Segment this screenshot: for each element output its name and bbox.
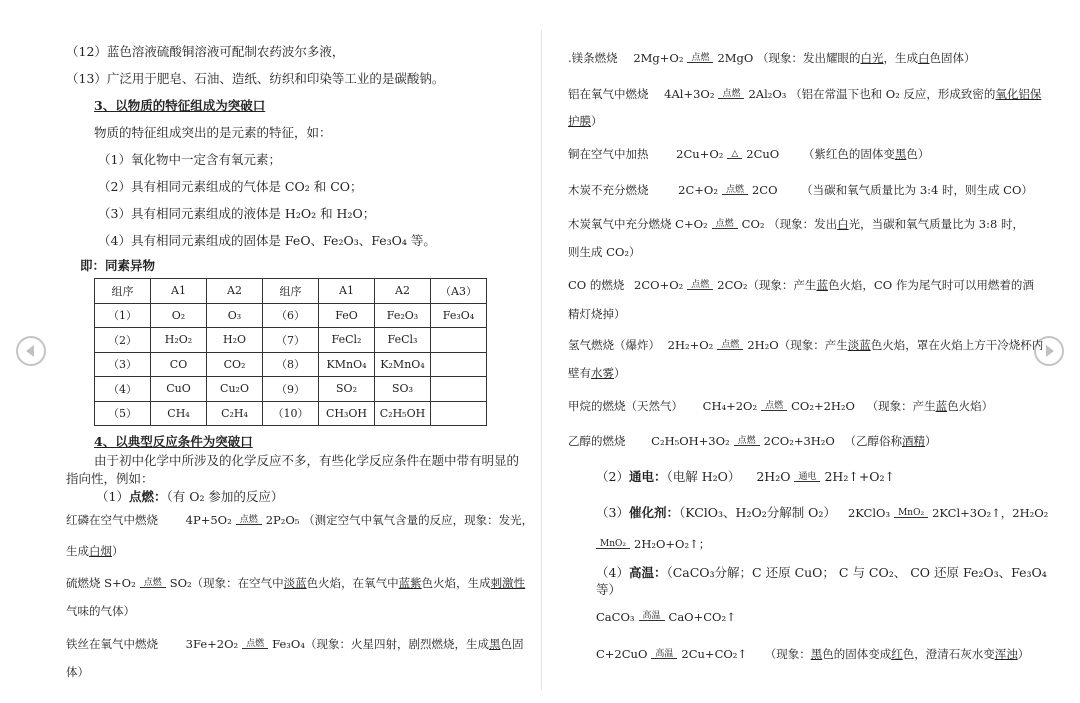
equation-line	[568, 50, 976, 66]
equation-line	[596, 536, 710, 552]
equation-condition: 点燃	[734, 437, 760, 446]
equation-lhs: 3Fe+2O₂	[185, 637, 239, 651]
equation-rhs: CO₂+2H₂O	[791, 399, 855, 413]
equation-condition: 点燃	[687, 281, 713, 290]
table-cell: FeO	[319, 303, 375, 328]
equation-rhs: 2CO	[751, 183, 778, 197]
text-span: （现象：产生	[747, 278, 817, 292]
table-cell: O₂	[151, 303, 207, 328]
text-span: （现象：产生	[778, 338, 848, 352]
condition-heading	[596, 563, 1047, 581]
underlined-text: 护膜	[568, 114, 591, 128]
reaction-name: 铁丝在氧气中燃烧	[66, 637, 158, 651]
text-line: 由于初中化学中所涉及的化学反应不多，有些化学反应条件在题中带有明显的	[94, 453, 520, 468]
equation-condition: 点燃	[140, 579, 166, 588]
underlined-text: 黑	[894, 147, 907, 161]
table-row	[95, 328, 487, 353]
text-span: 色火焰）	[947, 399, 994, 413]
table-row	[95, 303, 487, 328]
text-span: ）	[1017, 647, 1030, 661]
equation-condition: 通电	[794, 473, 820, 482]
text-line	[568, 113, 603, 129]
table-row	[95, 377, 487, 402]
list-item: （3）具有相同元素组成的液体是 H₂O₂ 和 H₂O；	[98, 206, 376, 221]
table-cell: FeCl₂	[319, 328, 375, 353]
text-line: 则生成 CO₂）	[568, 245, 641, 259]
equation-lhs: C+O₂	[675, 217, 708, 231]
equation-line	[568, 398, 993, 414]
text-span: （紫红色的固体变	[802, 147, 895, 161]
equation-lhs: S+O₂	[104, 576, 136, 590]
text-span: （铝在常温下也和 O₂ 反应，形成致密的	[790, 87, 996, 101]
equation-rhs: SO₂	[169, 576, 192, 590]
underlined-text: 黑	[488, 637, 501, 651]
equation-lhs: 2Cu+O₂	[676, 147, 724, 161]
underlined-text: 水雾	[591, 366, 614, 380]
equation-lhs: 4Al+3O₂	[664, 87, 715, 101]
reaction-name: 铜在空气中加热	[568, 147, 649, 161]
equation-rhs: 2Cu+CO₂↑	[681, 647, 748, 661]
text-span: 生成	[66, 544, 89, 558]
table-cell: Fe₂O₃	[375, 303, 431, 328]
condition-key: 点燃：	[128, 489, 167, 504]
table-header-cell: A1	[151, 279, 207, 304]
condition-heading	[596, 503, 1048, 521]
equation-line	[596, 610, 736, 624]
text-span: （有 O₂ 参加的反应）	[166, 489, 284, 504]
table-cell: （6）	[263, 303, 319, 328]
text-line	[66, 543, 124, 559]
table-cell: KMnO₄	[319, 352, 375, 377]
table-cell: CO₂	[207, 352, 263, 377]
condition-heading	[596, 467, 895, 485]
text-span: （现象：	[764, 647, 811, 661]
table-cell: （1）	[95, 303, 151, 328]
table-header-cell: A2	[375, 279, 431, 304]
reaction-name: 木炭氧气中充分燃烧	[568, 217, 672, 231]
condition-key: 高温：	[628, 565, 667, 580]
text-span: ）	[925, 434, 937, 448]
table-cell: （7）	[263, 328, 319, 353]
reaction-name: 氢气燃烧（爆炸）	[568, 338, 660, 352]
table-cell: SO₂	[319, 377, 375, 402]
equation-condition: MnO₂	[894, 509, 928, 518]
equation-rhs: 2MgO	[717, 51, 754, 65]
underlined-text: 蓝	[935, 399, 948, 413]
subheading: 即：同素异物	[80, 258, 156, 273]
text-span: 色火焰，罩在火焰上方干冷烧杯内	[870, 338, 1044, 352]
equation-lhs: 2H₂O	[756, 469, 791, 484]
table-cell	[431, 352, 487, 377]
table-cell: （9）	[263, 377, 319, 402]
allotrope-table	[94, 278, 487, 426]
table-cell: Cu₂O	[207, 377, 263, 402]
text-span: （3）	[596, 505, 629, 520]
equation-rhs: 2Al₂O₃	[748, 87, 787, 101]
equation-condition: △	[727, 150, 742, 159]
equation-line	[568, 182, 1033, 198]
table-cell	[431, 328, 487, 353]
table-cell	[431, 377, 487, 402]
underlined-text: 淡蓝	[283, 576, 307, 590]
underlined-text: 刺激性	[490, 576, 526, 590]
equation-lhs: 2CO+O₂	[634, 278, 684, 292]
text-span: 色）	[906, 147, 930, 161]
column-divider	[541, 30, 542, 690]
reaction-name: 木炭不充分燃烧	[568, 183, 649, 197]
list-item: （1）氧化物中一定含有氧元素；	[98, 152, 281, 167]
underlined-text: 白光	[860, 51, 884, 65]
table-cell: SO₃	[375, 377, 431, 402]
text-span: ）	[614, 366, 626, 380]
underlined-text: 浑浊	[994, 647, 1018, 661]
section-heading: 4、以典型反应条件为突破口	[94, 434, 253, 449]
reaction-note: （测定空气中氧气含量的反应，现象：发光，	[303, 513, 534, 527]
text-span: ，生成	[883, 51, 919, 65]
text-span: ）	[591, 114, 603, 128]
equation-condition: 点燃	[242, 640, 268, 649]
prev-page-button[interactable]	[16, 336, 46, 366]
underlined-text: 酒精	[902, 434, 926, 448]
text-span: （1）	[96, 489, 129, 504]
table-cell: （4）	[95, 377, 151, 402]
condition-heading	[96, 487, 283, 505]
equation-condition: 高温	[651, 650, 677, 659]
underlined-text: 淡蓝	[847, 338, 871, 352]
reaction-name: 硫燃烧	[66, 576, 101, 590]
reaction-note: （当碳和氧气质量比为 3:4 时，则生成 CO）	[801, 183, 1033, 197]
equation-line	[596, 646, 1029, 662]
equation-line	[568, 86, 1041, 102]
text-span: （4）	[596, 565, 629, 580]
equation-condition: MnO₂	[596, 540, 630, 549]
text-span: 色，澄清石灰水变	[902, 647, 995, 661]
text-span: （现象：在空气中	[191, 576, 284, 590]
section-heading: 3、以物质的特征组成为突破口	[94, 98, 266, 113]
text-line: 等）	[596, 582, 622, 597]
equation-rhs: CO₂	[741, 217, 765, 231]
table-cell	[431, 401, 487, 426]
table-cell: C₂H₅OH	[375, 401, 431, 426]
text-line: 气味的气体）	[66, 604, 135, 618]
text-span: ）	[112, 544, 124, 558]
text-span: 色的固体变成	[822, 647, 892, 661]
text-span: （KClO₃、H₂O₂分解制 O₂）	[678, 505, 836, 520]
underlined-text: 白	[918, 51, 930, 65]
equation-rhs: 2CuO	[746, 147, 780, 161]
equation-line	[568, 216, 1024, 232]
table-cell: Fe₃O₄	[431, 303, 487, 328]
condition-key: 通电：	[628, 469, 667, 484]
equation-rhs: 2P₂O₅	[265, 513, 300, 527]
equation-lhs: 2Mg+O₂	[633, 51, 684, 65]
underlined-text: 蓝	[816, 278, 828, 292]
equation-condition: 点燃	[236, 516, 262, 525]
equation-rhs: CaO+CO₂↑	[668, 610, 736, 624]
table-cell: （2）	[95, 328, 151, 353]
equation-lhs: 2KClO₃	[847, 506, 891, 520]
equation-condition: 点燃	[687, 54, 713, 63]
reaction-name: .镁条燃烧	[568, 51, 618, 65]
equation-lhs: C₂H₅OH+3O₂	[651, 434, 730, 448]
equation-line	[568, 337, 1043, 353]
underlined-text: 蓝紫	[398, 576, 422, 590]
text-span: （乙醇俗称	[844, 434, 903, 448]
underlined-text: 红	[891, 647, 903, 661]
chevron-left-icon	[18, 338, 44, 364]
table-cell: CuO	[151, 377, 207, 402]
text-span: （CaCO₃分解；C 还原 CuO； C 与 CO₂、 CO 还原 Fe₂O₃、Fe₃O₄	[666, 565, 1047, 580]
equation-rhs: 2KCl+3O₂↑，2H₂O₂	[932, 506, 1049, 520]
equation-line	[66, 636, 523, 652]
text-span: （现象：发出耀眼的	[757, 51, 861, 65]
reaction-name: CO 的燃烧	[568, 278, 625, 292]
text-span: 色火焰，生成	[421, 576, 491, 590]
equation-line	[66, 512, 533, 528]
reaction-name: 甲烷的燃烧（天然气）	[568, 399, 683, 413]
equation-line	[568, 433, 937, 449]
equation-condition: 点燃	[722, 186, 748, 195]
list-item: （2）具有相同元素组成的气体是 CO₂ 和 CO；	[98, 179, 363, 194]
underlined-text: 白烟	[89, 544, 112, 558]
table-cell: （5）	[95, 401, 151, 426]
table-cell: （8）	[263, 352, 319, 377]
equation-condition: 点燃	[712, 220, 738, 229]
equation-rhs: 2CO₂+3H₂O	[763, 434, 835, 448]
equation-condition: 点燃	[717, 341, 743, 350]
equation-lhs: 4P+5O₂	[185, 513, 232, 527]
equation-rhs: 2H₂↑+O₂↑	[824, 469, 896, 484]
table-header-cell: 组序	[263, 279, 319, 304]
text-span: （电解 H₂O）	[666, 469, 741, 484]
table-header-cell: （A3）	[431, 279, 487, 304]
reaction-name: 红磷在空气中燃烧	[66, 513, 158, 527]
table-cell: CO	[151, 352, 207, 377]
text-span: （现象：火星四射，剧烈燃烧，生成	[304, 637, 489, 651]
text-line: （13）广泛用于肥皂、石油、造纸、纺织和印染等工业的是碳酸钠。	[66, 71, 445, 86]
text-span: 色火焰，CO 作为尾气时可以用燃着的酒	[827, 278, 1034, 292]
text-line	[568, 365, 626, 381]
equation-line	[568, 146, 929, 162]
underlined-text: 白	[837, 217, 849, 231]
reaction-name: 乙醇的燃烧	[568, 434, 626, 448]
equation-rhs: 2CO₂	[717, 278, 748, 292]
table-cell: O₃	[207, 303, 263, 328]
table-header-cell: A2	[207, 279, 263, 304]
text-span: 色固体）	[929, 51, 976, 65]
equation-condition: 点燃	[761, 402, 787, 411]
text-span: （2）	[596, 469, 629, 484]
text-span: 壁有	[568, 366, 591, 380]
equation-rhs: Fe₃O₄	[272, 637, 305, 651]
table-header-cell: 组序	[95, 279, 151, 304]
equation-rhs: 2H₂O+O₂↑；	[634, 537, 711, 551]
equation-rhs: 2H₂O	[747, 338, 779, 352]
table-header-row	[95, 279, 487, 304]
table-cell: C₂H₄	[207, 401, 263, 426]
text-line: （12）蓝色溶液硫酸铜溶液可配制农药波尔多液，	[66, 44, 345, 59]
underlined-text: 黑	[810, 647, 823, 661]
table-cell: K₂MnO₄	[375, 352, 431, 377]
equation-condition: 高温	[639, 612, 665, 621]
equation-line	[568, 277, 1034, 293]
condition-key: 催化剂：	[628, 505, 679, 520]
table-row	[95, 352, 487, 377]
equation-lhs: 2H₂+O₂	[667, 338, 714, 352]
equation-lhs: CaCO₃	[596, 610, 635, 624]
table-header-cell: A1	[319, 279, 375, 304]
text-line: 物质的特征组成突出的是元素的特征，如：	[94, 125, 332, 140]
text-span: 光，当碳和氧气质量比为 3:8 时，	[848, 217, 1024, 231]
equation-lhs: C+2CuO	[596, 647, 648, 661]
text-span: （现象：产生	[866, 399, 936, 413]
equation-lhs: CH₄+2O₂	[702, 399, 758, 413]
equation-lhs: 2C+O₂	[678, 183, 718, 197]
table-cell: （3）	[95, 352, 151, 377]
equation-condition: 点燃	[718, 90, 744, 99]
table-cell: CH₃OH	[319, 401, 375, 426]
table-cell: H₂O₂	[151, 328, 207, 353]
underlined-text: 氧化铝保	[995, 87, 1042, 101]
list-item: （4）具有相同元素组成的固体是 FeO、Fe₂O₃、Fe₃O₄ 等。	[98, 233, 436, 248]
text-span: 色火焰，在氧气中	[306, 576, 399, 590]
table-cell: FeCl₃	[375, 328, 431, 353]
table-cell: H₂O	[207, 328, 263, 353]
text-line: 精灯烧掉）	[568, 307, 626, 321]
table-cell: （10）	[263, 401, 319, 426]
text-line: 体）	[66, 665, 89, 679]
text-line: 指向性，例如：	[66, 471, 154, 486]
text-span: （现象：发出	[768, 217, 838, 231]
equation-line	[66, 575, 525, 591]
reaction-name: 铝在氧气中燃烧	[568, 87, 649, 101]
text-span: 色固	[500, 637, 524, 651]
table-cell: CH₄	[151, 401, 207, 426]
table-row	[95, 401, 487, 426]
